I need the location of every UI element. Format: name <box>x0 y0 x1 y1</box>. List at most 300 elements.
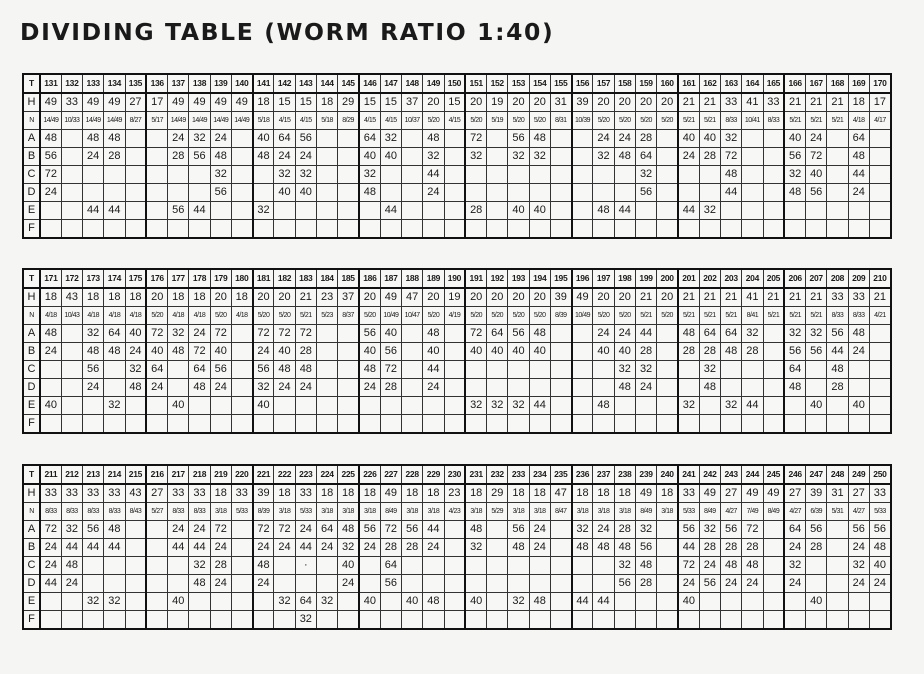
cell-t: 186 <box>359 269 380 288</box>
cell-h: 37 <box>402 93 423 112</box>
cell-a: 48 <box>104 130 125 148</box>
cell-c: 48 <box>253 557 274 575</box>
cell-b: 44 <box>678 539 699 557</box>
cell-f <box>125 220 146 239</box>
cell-h: 18 <box>593 484 614 503</box>
cell-h: 20 <box>614 93 635 112</box>
cell-n: 5/20 <box>465 307 486 325</box>
cell-t: 226 <box>359 465 380 484</box>
cell-c <box>465 557 486 575</box>
cell-n: 5/21 <box>678 112 699 130</box>
cell-a: 48 <box>40 130 61 148</box>
cell-d <box>40 379 61 397</box>
cell-e <box>763 397 784 415</box>
cell-e <box>699 593 720 611</box>
row-label-d: D <box>23 184 40 202</box>
cell-e <box>210 593 231 611</box>
cell-c <box>487 361 508 379</box>
cell-d <box>402 184 423 202</box>
cell-b: 44 <box>61 539 82 557</box>
cell-b: 24 <box>253 343 274 361</box>
cell-t: 157 <box>593 74 614 93</box>
cell-f <box>104 611 125 630</box>
cell-d <box>869 184 891 202</box>
cell-a <box>742 130 763 148</box>
cell-d <box>572 575 593 593</box>
cell-a: 72 <box>742 521 763 539</box>
cell-b: 24 <box>316 539 337 557</box>
cell-c <box>125 166 146 184</box>
cell-h: 18 <box>848 93 869 112</box>
cell-e <box>869 593 891 611</box>
cell-a: 40 <box>380 325 401 343</box>
cell-d <box>104 575 125 593</box>
cell-f <box>380 415 401 434</box>
cell-b <box>125 148 146 166</box>
cell-e <box>61 397 82 415</box>
cell-c <box>869 361 891 379</box>
cell-c <box>763 557 784 575</box>
cell-t: 131 <box>40 74 61 93</box>
cell-n: 4/19 <box>444 307 465 325</box>
row-label-c: C <box>23 166 40 184</box>
cell-h: 18 <box>83 288 104 307</box>
cell-a <box>763 521 784 539</box>
cell-f <box>316 611 337 630</box>
dividing-table-131-170 <box>22 73 892 239</box>
cell-c <box>806 557 827 575</box>
cell-d <box>742 379 763 397</box>
cell-d <box>593 575 614 593</box>
cell-e <box>274 202 295 220</box>
cell-t: 147 <box>380 74 401 93</box>
cell-f <box>614 220 635 239</box>
cell-d <box>146 575 167 593</box>
cell-c: 64 <box>146 361 167 379</box>
cell-t: 176 <box>146 269 167 288</box>
cell-h: 33 <box>763 93 784 112</box>
cell-e <box>444 397 465 415</box>
cell-n: 5/20 <box>529 307 550 325</box>
cell-n: 5/20 <box>593 112 614 130</box>
cell-b: 24 <box>40 539 61 557</box>
cell-c <box>572 166 593 184</box>
cell-h: 23 <box>316 288 337 307</box>
cell-d <box>83 575 104 593</box>
table-row-d <box>23 575 891 593</box>
cell-e: 32 <box>83 593 104 611</box>
cell-c <box>550 557 571 575</box>
cell-n: 8/39 <box>253 503 274 521</box>
cell-f <box>763 415 784 434</box>
cell-a <box>146 130 167 148</box>
cell-b: 56 <box>784 343 805 361</box>
cell-c <box>593 166 614 184</box>
cell-d: 24 <box>146 379 167 397</box>
cell-t: 241 <box>678 465 699 484</box>
cell-b: 56 <box>784 148 805 166</box>
cell-d <box>465 379 486 397</box>
cell-a: 48 <box>40 325 61 343</box>
cell-c: 44 <box>423 166 444 184</box>
cell-t: 162 <box>699 74 720 93</box>
table-row-a <box>23 325 891 343</box>
cell-h: 18 <box>614 484 635 503</box>
cell-a: 64 <box>784 521 805 539</box>
cell-t: 144 <box>316 74 337 93</box>
cell-t: 135 <box>125 74 146 93</box>
cell-n: 5/21 <box>295 307 316 325</box>
cell-e <box>848 202 869 220</box>
cell-n: 8/49 <box>699 503 720 521</box>
cell-d <box>104 184 125 202</box>
cell-h: 15 <box>444 93 465 112</box>
cell-a <box>487 521 508 539</box>
cell-t: 146 <box>359 74 380 93</box>
cell-b: 28 <box>380 539 401 557</box>
cell-n: 5/21 <box>635 307 656 325</box>
cell-c <box>508 166 529 184</box>
cell-f <box>359 415 380 434</box>
cell-t: 175 <box>125 269 146 288</box>
cell-e: 40 <box>529 202 550 220</box>
cell-a: 72 <box>274 521 295 539</box>
cell-a: 56 <box>83 521 104 539</box>
cell-n: 8/33 <box>848 307 869 325</box>
cell-e: 64 <box>295 593 316 611</box>
cell-h: 49 <box>40 93 61 112</box>
cell-h: 23 <box>444 484 465 503</box>
cell-d <box>402 575 423 593</box>
cell-d <box>593 379 614 397</box>
cell-b: 24 <box>295 148 316 166</box>
cell-e <box>699 397 720 415</box>
cell-t: 249 <box>848 465 869 484</box>
cell-b: 48 <box>614 539 635 557</box>
cell-n: 5/27 <box>146 503 167 521</box>
cell-n: 4/21 <box>869 307 891 325</box>
cell-b: 72 <box>806 148 827 166</box>
cell-f <box>657 611 678 630</box>
cell-a: 40 <box>699 130 720 148</box>
cell-t: 217 <box>168 465 189 484</box>
cell-c: 32 <box>189 557 210 575</box>
cell-t: 172 <box>61 269 82 288</box>
cell-b: 40 <box>614 343 635 361</box>
cell-a <box>763 130 784 148</box>
cell-e: 40 <box>168 397 189 415</box>
cell-n: 3/18 <box>572 503 593 521</box>
cell-e <box>572 397 593 415</box>
table-row-b <box>23 343 891 361</box>
table-row-a <box>23 130 891 148</box>
cell-d: 56 <box>635 184 656 202</box>
cell-e <box>125 593 146 611</box>
cell-f: 32 <box>295 611 316 630</box>
cell-e: 32 <box>274 593 295 611</box>
row-label-f: F <box>23 415 40 434</box>
cell-t: 219 <box>210 465 231 484</box>
cell-a: 64 <box>699 325 720 343</box>
cell-e <box>338 593 359 611</box>
cell-a: 24 <box>614 130 635 148</box>
cell-n: 8/33 <box>40 503 61 521</box>
cell-d <box>253 184 274 202</box>
cell-c <box>742 166 763 184</box>
cell-t: 244 <box>742 465 763 484</box>
cell-d <box>572 379 593 397</box>
dividing-table-211-250 <box>22 464 892 630</box>
cell-a <box>231 130 252 148</box>
cell-e <box>125 202 146 220</box>
row-label-t: T <box>23 465 40 484</box>
cell-h: 18 <box>189 288 210 307</box>
cell-c: 44 <box>423 361 444 379</box>
cell-h: 20 <box>423 288 444 307</box>
cell-b <box>444 343 465 361</box>
cell-f <box>848 415 869 434</box>
cell-f <box>231 415 252 434</box>
cell-e: 32 <box>487 397 508 415</box>
cell-a <box>657 325 678 343</box>
cell-t: 158 <box>614 74 635 93</box>
cell-a <box>657 521 678 539</box>
cell-h: 49 <box>231 93 252 112</box>
row-label-h: H <box>23 93 40 112</box>
cell-f <box>444 220 465 239</box>
cell-a <box>125 521 146 539</box>
cell-f <box>146 415 167 434</box>
cell-f <box>402 415 423 434</box>
cell-h: 18 <box>423 484 444 503</box>
cell-c: 32 <box>359 166 380 184</box>
cell-t: 156 <box>572 74 593 93</box>
cell-d <box>827 575 848 593</box>
cell-n: 10/39 <box>572 112 593 130</box>
cell-h: 33 <box>189 484 210 503</box>
cell-b: 72 <box>189 343 210 361</box>
cell-b: 48 <box>104 343 125 361</box>
cell-n: 4/18 <box>104 307 125 325</box>
cell-e <box>742 202 763 220</box>
cell-n: 8/49 <box>635 503 656 521</box>
cell-t: 153 <box>508 74 529 93</box>
cell-f <box>699 415 720 434</box>
cell-a: 32 <box>721 130 742 148</box>
cell-h: 20 <box>657 93 678 112</box>
cell-t: 220 <box>231 465 252 484</box>
cell-t: 171 <box>40 269 61 288</box>
cell-h: 41 <box>742 288 763 307</box>
cell-e <box>338 202 359 220</box>
cell-n: 5/20 <box>657 307 678 325</box>
table-row-d <box>23 184 891 202</box>
cell-e <box>402 397 423 415</box>
cell-h: 33 <box>848 288 869 307</box>
cell-t: 218 <box>189 465 210 484</box>
cell-a: 48 <box>465 521 486 539</box>
cell-n: 10/49 <box>572 307 593 325</box>
cell-d: 24 <box>61 575 82 593</box>
cell-d: 24 <box>423 379 444 397</box>
cell-c <box>444 361 465 379</box>
cell-t: 167 <box>806 74 827 93</box>
cell-f <box>231 220 252 239</box>
cell-h: 18 <box>168 288 189 307</box>
cell-n: 5/20 <box>614 307 635 325</box>
cell-h: 43 <box>125 484 146 503</box>
cell-e <box>869 397 891 415</box>
cell-n: 5/29 <box>487 503 508 521</box>
cell-n: 14/49 <box>168 112 189 130</box>
cell-t: 184 <box>316 269 337 288</box>
cell-a: 28 <box>614 521 635 539</box>
cell-a: 56 <box>508 521 529 539</box>
cell-h: 49 <box>210 93 231 112</box>
cell-h: 21 <box>699 93 720 112</box>
cell-c <box>508 557 529 575</box>
cell-a: 48 <box>678 325 699 343</box>
cell-t: 179 <box>210 269 231 288</box>
cell-e <box>635 202 656 220</box>
cell-h: 18 <box>508 484 529 503</box>
cell-a <box>316 130 337 148</box>
cell-d <box>465 575 486 593</box>
cell-e: 40 <box>40 397 61 415</box>
cell-a <box>402 325 423 343</box>
dividing-table-171-210 <box>22 268 892 434</box>
cell-f <box>487 415 508 434</box>
cell-e <box>380 397 401 415</box>
cell-n: 3/18 <box>614 503 635 521</box>
cell-d: 24 <box>423 184 444 202</box>
cell-c <box>104 166 125 184</box>
cell-e: 56 <box>168 202 189 220</box>
cell-n: 4/15 <box>295 112 316 130</box>
cell-n: 7/49 <box>742 503 763 521</box>
cell-h: 47 <box>402 288 423 307</box>
cell-h: 20 <box>210 288 231 307</box>
cell-c <box>168 361 189 379</box>
cell-f <box>253 220 274 239</box>
cell-t: 149 <box>423 74 444 93</box>
cell-a: 72 <box>465 325 486 343</box>
cell-a: 48 <box>338 521 359 539</box>
cell-d <box>487 575 508 593</box>
cell-t: 190 <box>444 269 465 288</box>
table-row-h <box>23 93 891 112</box>
cell-e <box>210 202 231 220</box>
cell-h: 18 <box>40 288 61 307</box>
cell-h: 49 <box>572 288 593 307</box>
cell-a: 32 <box>168 325 189 343</box>
cell-a <box>338 130 359 148</box>
cell-d: 56 <box>210 184 231 202</box>
cell-h: 18 <box>529 484 550 503</box>
cell-h: 49 <box>104 93 125 112</box>
cell-a: 72 <box>253 521 274 539</box>
cell-e <box>572 202 593 220</box>
cell-f <box>699 611 720 630</box>
cell-f <box>125 611 146 630</box>
cell-f <box>742 220 763 239</box>
cell-b <box>402 343 423 361</box>
cell-d <box>444 575 465 593</box>
cell-a: 24 <box>210 130 231 148</box>
cell-n: 5/20 <box>465 112 486 130</box>
cell-a: 44 <box>423 521 444 539</box>
row-label-f: F <box>23 220 40 239</box>
cell-n: 5/21 <box>806 112 827 130</box>
cell-f <box>444 415 465 434</box>
cell-d: 48 <box>189 379 210 397</box>
cell-f <box>189 415 210 434</box>
cell-b <box>572 343 593 361</box>
cell-c <box>657 166 678 184</box>
cell-f <box>487 611 508 630</box>
cell-b: 56 <box>40 148 61 166</box>
cell-t: 230 <box>444 465 465 484</box>
cell-h: 18 <box>338 484 359 503</box>
cell-f <box>635 220 656 239</box>
cell-b: 32 <box>338 539 359 557</box>
cell-n: 4/15 <box>380 112 401 130</box>
cell-e: 44 <box>593 593 614 611</box>
cell-t: 200 <box>657 269 678 288</box>
cell-c <box>125 557 146 575</box>
cell-f <box>210 415 231 434</box>
cell-e <box>146 593 167 611</box>
cell-n: 8/31 <box>550 112 571 130</box>
cell-h: 18 <box>402 484 423 503</box>
cell-d <box>146 184 167 202</box>
cell-n: 5/18 <box>253 112 274 130</box>
cell-d <box>168 184 189 202</box>
cell-a: 28 <box>635 130 656 148</box>
cell-f <box>40 611 61 630</box>
cell-h: 17 <box>869 93 891 112</box>
cell-d <box>168 575 189 593</box>
cell-e <box>402 202 423 220</box>
cell-f <box>827 415 848 434</box>
cell-h: 20 <box>146 288 167 307</box>
table-row-h <box>23 484 891 503</box>
cell-b <box>146 148 167 166</box>
cell-c <box>380 166 401 184</box>
cell-c: 48 <box>295 361 316 379</box>
cell-t: 196 <box>572 269 593 288</box>
cell-n: 10/33 <box>61 112 82 130</box>
cell-f <box>529 415 550 434</box>
cell-h: 18 <box>274 484 295 503</box>
cell-h: 20 <box>593 93 614 112</box>
cell-f <box>253 415 274 434</box>
cell-n: 14/49 <box>231 112 252 130</box>
cell-e: 32 <box>465 397 486 415</box>
cell-t: 205 <box>763 269 784 288</box>
cell-t: 197 <box>593 269 614 288</box>
cell-t: 143 <box>295 74 316 93</box>
cell-e <box>550 593 571 611</box>
cell-a <box>869 130 891 148</box>
cell-e <box>721 202 742 220</box>
cell-t: 139 <box>210 74 231 93</box>
cell-t: 203 <box>721 269 742 288</box>
cell-t: 160 <box>657 74 678 93</box>
cell-t: 236 <box>572 465 593 484</box>
cell-n: 4/27 <box>848 503 869 521</box>
cell-a: 48 <box>423 130 444 148</box>
